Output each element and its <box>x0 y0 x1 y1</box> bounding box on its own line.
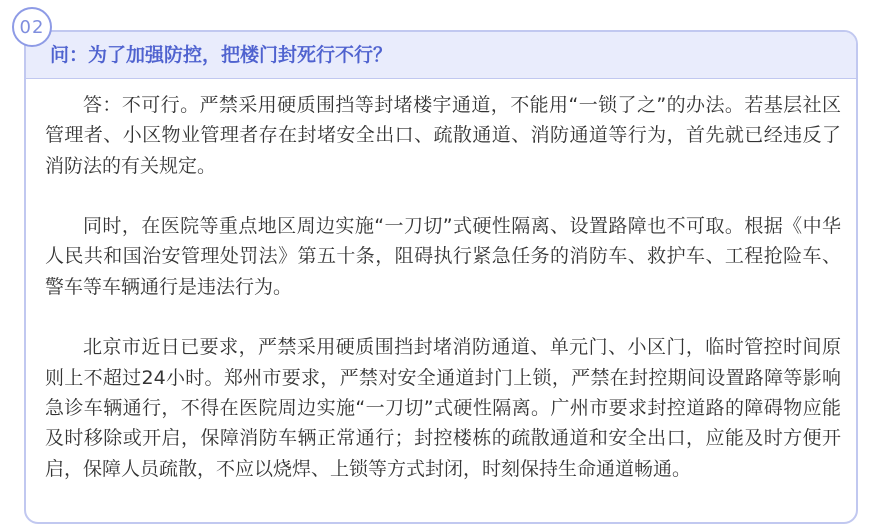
question-header <box>26 32 856 79</box>
question-text: 问：为了加强防控，把楼门封死行不行？ <box>50 44 393 66</box>
answer-paragraph-1: 答：不可行。严禁采用硬质围挡等封堵楼宇通道，不能用“一锁了之”的办法。若基层社区管理者、小区物业管理者存在封堵安全出口、疏散通道、消防通道等行为，首先就已经违反了消防法的有关规定。 <box>45 94 841 177</box>
section-number: 02 <box>19 16 45 38</box>
answer-body <box>45 90 841 484</box>
section-number-badge <box>12 7 52 47</box>
answer-paragraph-3: 北京市近日已要求，严禁采用硬质围挡封堵消防通道、单元门、小区门，临时管控时间原则上不超过24小时。郑州市要求，严禁对安全通道封门上锁，严禁在封控期间设置路障等影响急诊车辆通行，不得在医院周边实施“一刀切”式硬性隔离。广州市要求封控道路的障碍物应能及时移除或开启，保障消防车辆正常通行；封控楼栋的疏散通道和安全出口，应能及时方便开启，保障人员疏散，不应以烧焊、上锁等方式封闭，时刻保持生命通道畅通。 <box>45 336 841 480</box>
answer-paragraph-2: 同时，在医院等重点地区周边实施“一刀切”式硬性隔离、设置路障也不可取。根据《中华人民共和国治安管理处罚法》第五十条，阻碍执行紧急任务的消防车、救护车、工程抢险车、警车等车辆通行是违法行为。 <box>45 215 841 298</box>
qa-card <box>24 30 858 524</box>
